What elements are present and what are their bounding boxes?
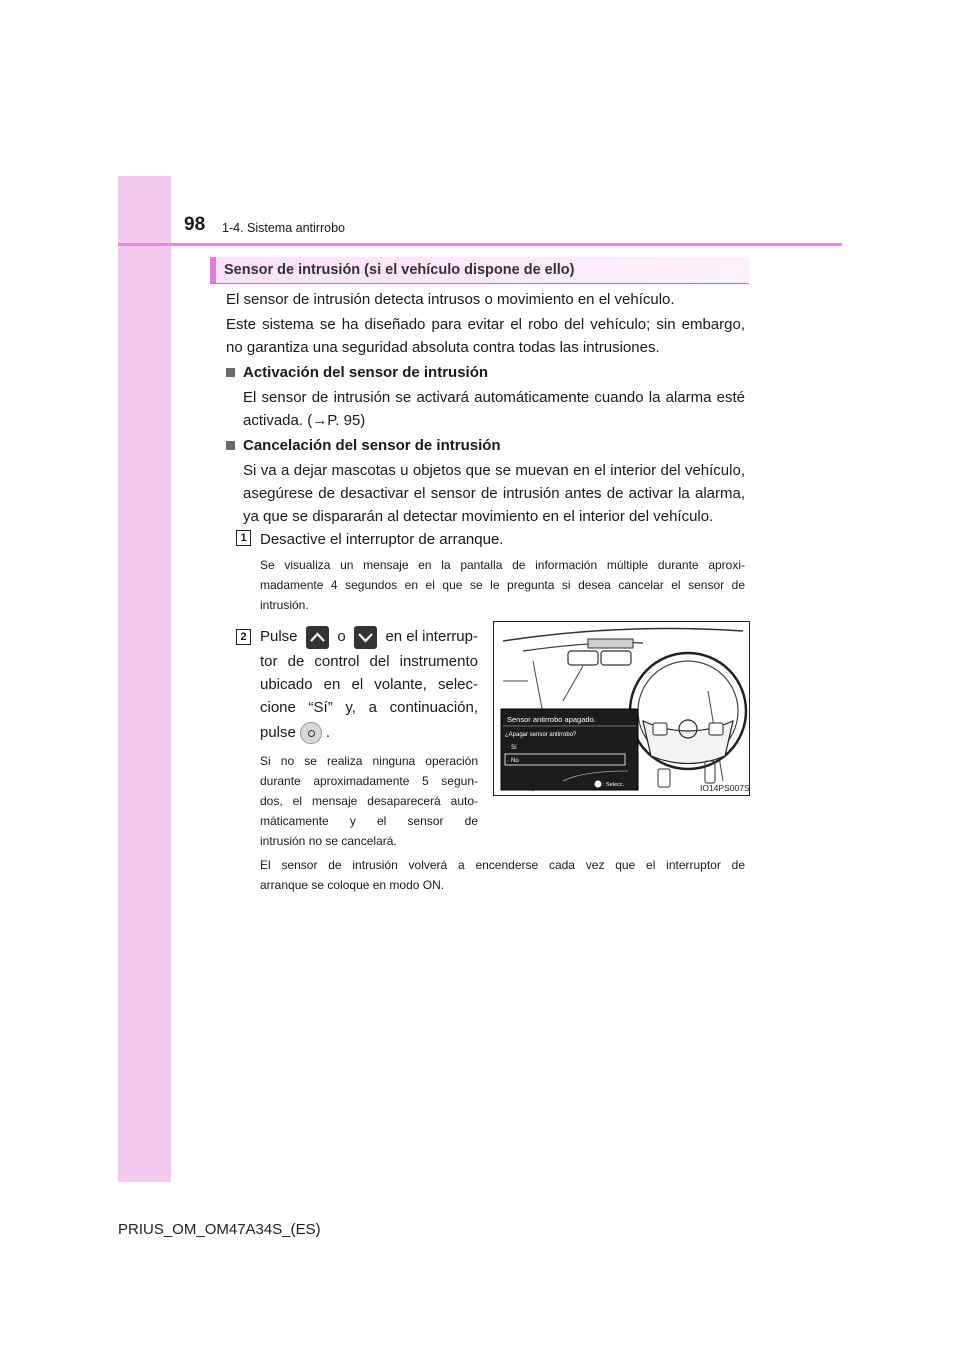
step-2-note-line5: intrusión no se cancelará. — [260, 834, 397, 848]
ok-button-icon — [300, 722, 322, 744]
section-heading-box — [210, 257, 749, 284]
para2-line2: no garantiza una seguridad absoluta contra todas las intrusiones. — [226, 339, 660, 356]
step-1-note-line3: intrusión. — [260, 598, 309, 612]
header-rule — [118, 243, 842, 246]
step-2-period: . — [325, 724, 331, 741]
footer-code: PRIUS_OM_OM47A34S_(ES) — [118, 1221, 321, 1238]
final-note-line2: arranque se coloque en modo ON. — [260, 878, 445, 892]
final-note-line1: El sensor de intrusión volverá a encenderse cada vez que el interruptor de — [260, 858, 745, 872]
page-number: 98 — [184, 214, 206, 235]
screen-select-hint: : Selecc. — [603, 782, 625, 788]
section-title: 1-4. Sistema antirrobo — [222, 221, 345, 235]
step-2-note-line2: durante aproximadamente 5 segun- — [260, 774, 478, 788]
activation-heading-text: Activación del sensor de intrusión — [243, 364, 489, 381]
step-2-or-text: o — [337, 628, 346, 645]
step-2-pulse-text-2: pulse — [260, 724, 296, 741]
cancel-heading-text: Cancelación del sensor de intrusión — [243, 437, 501, 454]
cancel-line3: ya que se dispararán al detectar movimiento en el interior del vehículo. — [243, 508, 714, 525]
cancel-line1: Si va a dejar mascotas u objetos que se muevan en el interior del vehículo, — [243, 462, 745, 479]
step-2-note-line1: Si no se realiza ninguna operación — [260, 754, 478, 768]
step-1-note-line2: madamente 4 segundos en el que se le pregunta si desea cancelar el sensor de — [260, 578, 745, 592]
bullet-square-icon — [226, 368, 235, 377]
screen-option-yes: Sí — [511, 745, 517, 751]
step-1-badge: 1 — [236, 530, 251, 546]
side-band — [118, 176, 171, 1182]
step-2-note-line3: dos, el mensaje desaparecerá auto- — [260, 794, 478, 808]
step-2-line4: cione “Sí” y, a continuación, — [260, 699, 478, 716]
step-2-pulse-text: Pulse — [260, 628, 298, 645]
step-2-line3: ubicado en el volante, selec- — [260, 676, 478, 693]
cancel-line2: asegúrese de desactivar el sensor de intrusión antes de activar la alarma, — [243, 485, 745, 502]
step-2-badge: 2 — [236, 629, 251, 645]
step-2-line1 — [260, 624, 478, 650]
step-1-text: Desactive el interruptor de arranque. — [260, 531, 504, 548]
intro-paragraph: El sensor de intrusión detecta intrusos o movimiento en el vehículo. — [226, 291, 675, 308]
screen-option-yes-bullet: · — [507, 745, 509, 751]
activation-heading — [226, 361, 488, 384]
step-2-line5 — [260, 720, 330, 746]
step-2-switch-text: en el interrup- — [385, 628, 478, 645]
up-arrow-button-icon — [306, 626, 329, 649]
bullet-square-icon — [226, 441, 235, 450]
section-heading: Sensor de intrusión (si el vehículo dispone de ello) — [224, 262, 575, 278]
figure-code: IO14PS007S — [700, 783, 750, 793]
step-2-note-line4: máticamente y el sensor de — [260, 814, 478, 828]
cancel-heading — [226, 434, 501, 457]
steering-display-illustration — [493, 621, 750, 796]
para2-line1: Este sistema se ha diseñado para evitar el robo del vehículo; sin embargo, — [226, 316, 745, 333]
down-arrow-button-icon — [354, 626, 377, 649]
screen-option-no-bullet: · — [507, 758, 509, 764]
screen-title: Sensor antirrobo apagado. — [507, 715, 596, 724]
screen-question: ¿Apagar sensor antirrobo? — [505, 732, 577, 738]
step-2-line2: tor de control del instrumento — [260, 653, 478, 670]
activation-line1: El sensor de intrusión se activará automáticamente cuando la alarma esté — [243, 389, 745, 406]
activation-line2: activada. (→P. 95) — [243, 412, 366, 429]
screen-option-no: No — [511, 758, 519, 764]
step-1-note-line1: Se visualiza un mensaje en la pantalla de información múltiple durante aproxi- — [260, 558, 745, 572]
